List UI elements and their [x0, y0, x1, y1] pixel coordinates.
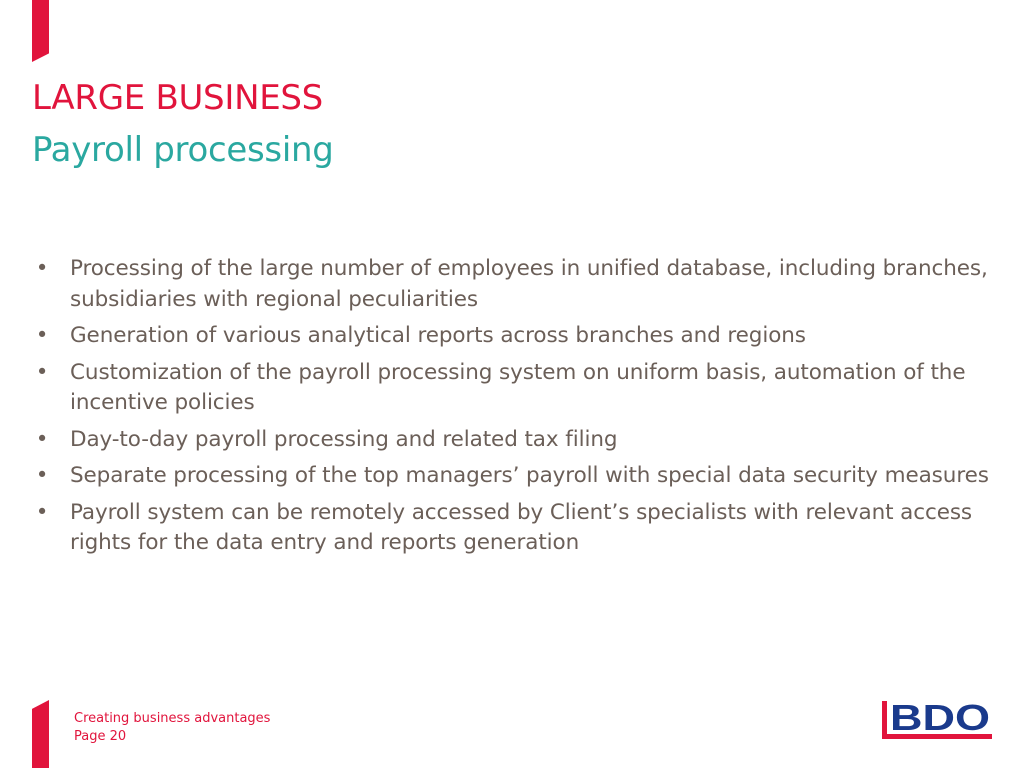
bullet-text: Separate processing of the top managers’ payroll with special data security measures: [70, 463, 989, 488]
bullet-item: [32, 358, 992, 419]
bullet-text: Customization of the payroll processing system on uniform basis, automation of the incentive policies: [70, 359, 966, 415]
logo-text: BDO: [890, 697, 990, 738]
slide-subtitle: Payroll processing: [32, 130, 334, 170]
bullet-text: Generation of various analytical reports across branches and regions: [70, 323, 806, 348]
top-accent-bar: [32, 0, 49, 62]
slide-title: LARGE BUSINESS: [32, 78, 323, 118]
bullet-text: Payroll system can be remotely accessed by Client’s specialists with relevant access rights for the data entry and reports generation: [70, 499, 973, 555]
bullet-list: [32, 254, 992, 565]
bullet-item: [32, 254, 992, 315]
logo-red-bracket-vertical: [882, 701, 887, 739]
bullet-icon: •: [35, 499, 49, 525]
footer-tagline: Creating business advantages: [74, 711, 271, 726]
bullet-icon: •: [35, 463, 49, 488]
bdo-logo: [880, 697, 994, 743]
bullet-icon: •: [35, 256, 49, 281]
bullet-item: [32, 425, 992, 456]
bullet-text: Day-to-day payroll processing and related tax filing: [70, 426, 618, 452]
bullet-icon: •: [35, 426, 49, 452]
bullet-icon: •: [35, 359, 49, 385]
bullet-item: [32, 498, 992, 559]
footer: [74, 710, 270, 746]
bullet-text: Processing of the large number of employees in unified database, including branches, subsidiaries with regional peculiarities: [70, 256, 988, 312]
bottom-accent-bar: [32, 700, 49, 768]
bullet-item: [32, 461, 992, 492]
page-number: Page 20: [74, 729, 127, 744]
bullet-icon: •: [35, 323, 49, 348]
bullet-item: [32, 321, 992, 352]
